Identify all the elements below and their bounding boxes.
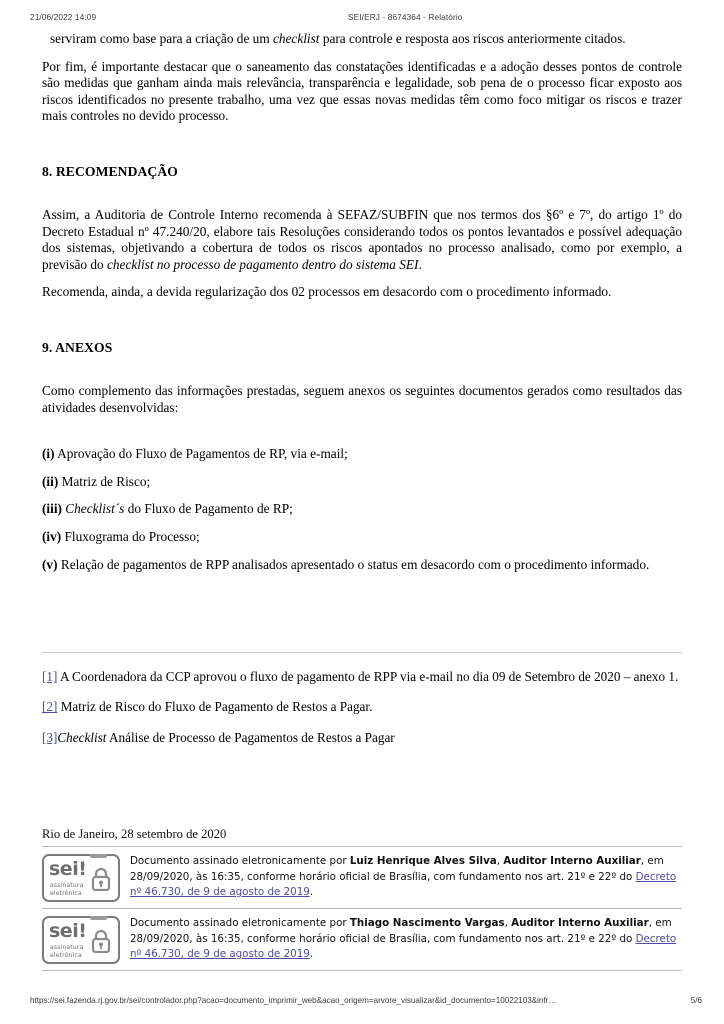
sei-badge-subtitle-line2: eletrônica xyxy=(50,890,82,897)
signature-divider-bottom xyxy=(42,970,682,971)
spacer xyxy=(42,136,682,163)
sig2-middle: , em 28/09/2020, às 16:35, conforme horário oficial de Brasília, com fundamento nos art. 21º e 22º do xyxy=(130,917,672,945)
print-footer-url: https://sei.fazenda.rj.gov.br/sei/controlador.php?acao=documento_imprimir_web&acao_origem=arvore_visualizar&id_documento=10022103&infr… xyxy=(30,996,557,1005)
anexo-text: Fluxograma do Processo; xyxy=(61,528,200,544)
paragraph-final: Por fim, é importante destacar que o saneamento das constatações identificadas e a adoção desses pontos de controle são medidas que ganham ainda mais relevância, transparência e legalidade, sob pena de o processo ficar exposto aos riscos identificados no presente trabalho, uma vez que essas novas medidas têm como foco mitigar os riscos e trazer mais controles no devido processo. xyxy=(42,58,682,124)
recomendacao-p1-part1: Assim, a Auditoria de Controle Interno recomenda à SEFAZ/SUBFIN que nos termos dos §6º e 7º, do artigo 1º do Decreto Estadual nº 47.240/20, elabore tais Resoluções considerando todos os pontos levantados e possível adequação dos sistemas, objetivando a cobertura de todos os riscos apontados no processo analisado, como por exemplo, a previsão do xyxy=(42,206,682,272)
signature-text-1 xyxy=(130,854,682,901)
sei-badge-subtitle xyxy=(50,882,83,898)
sei-signature-badge-icon xyxy=(42,854,120,902)
badge-notch xyxy=(90,916,107,920)
sig1-prefix: Documento assinado eletronicamente por xyxy=(130,855,350,867)
paragraph-continued-head: serviram como base para a criação de um xyxy=(50,31,273,46)
sig2-signer-name: Thiago Nascimento Vargas xyxy=(349,917,505,929)
signature-block-2 xyxy=(42,909,682,970)
paragraph-continued-tail: para controle e resposta aos riscos anteriormente citados. xyxy=(319,31,626,46)
anexo-text: Aprovação do Fluxo de Pagamentos de RP, via e-mail; xyxy=(54,446,348,462)
print-header-datetime: 21/06/2022 14:09 xyxy=(30,12,97,22)
anexo-marker: (iv) xyxy=(42,528,62,544)
sig1-signer-name: Luiz Henrique Alves Silva xyxy=(349,855,497,867)
spacer xyxy=(42,427,682,446)
anexo-text: Matriz de Risco; xyxy=(58,473,151,489)
recomendacao-paragraph-2: Recomenda, ainda, a devida regularização dos 02 processos em desacordo com o procedimento informado. xyxy=(42,284,612,300)
anexo-item-v xyxy=(42,557,682,574)
signature-text-2 xyxy=(130,916,682,963)
sig1-signer-role: Auditor Interno Auxiliar xyxy=(503,855,641,867)
section-title-recomendacao: 8. RECOMENDAÇÃO xyxy=(42,163,178,179)
footnote-1-text: A Coordenadora da CCP aprovou o fluxo de pagamento de RPP via e-mail no dia 09 de Setembro de 2020 – anexo 1. xyxy=(57,669,679,684)
sig2-signer-role: Auditor Interno Auxiliar xyxy=(511,917,649,929)
signature-block-1 xyxy=(42,847,682,908)
signature-area xyxy=(42,826,682,971)
print-footer-page-number: 5/6 xyxy=(690,996,702,1005)
badge-notch xyxy=(90,854,107,858)
spacer xyxy=(42,180,682,207)
section-title-anexos: 9. ANEXOS xyxy=(42,339,113,355)
padlock-icon xyxy=(91,929,111,953)
footnotes-section xyxy=(42,652,682,760)
sig2-suffix: . xyxy=(309,948,314,960)
anexo-marker: (iii) xyxy=(42,501,62,517)
footnote-2-text: Matriz de Risco do Fluxo de Pagamento de Restos a Pagar. xyxy=(57,699,373,715)
sei-signature-badge-icon xyxy=(42,916,120,964)
footnote-2 xyxy=(42,699,682,715)
spacer xyxy=(42,356,682,383)
sig2-prefix: Documento assinado eletronicamente por xyxy=(130,917,350,929)
document-body xyxy=(42,31,682,584)
recomendacao-paragraph-1 xyxy=(42,207,682,273)
print-footer xyxy=(30,996,702,1010)
anexo-text: Relação de pagamentos de RPP analisados apresentado o status em desacordo com o procedimento informado. xyxy=(57,556,650,572)
footnote-3-text: Análise de Processo de Pagamentos de Restos a Pagar xyxy=(106,729,395,745)
sig1-middle: , em 28/09/2020, às 16:35, conforme horário oficial de Brasília, com fundamento nos art. 21º e 22º do xyxy=(130,855,664,883)
sei-wordmark: sei! xyxy=(49,920,87,942)
recomendacao-p1-italic: checklist no processo de pagamento dentro do sistema SEI xyxy=(107,256,419,272)
footnote-1 xyxy=(42,669,682,685)
decreto-link-1[interactable]: Decreto nº 46.730, de 9 de agosto de 2019 xyxy=(130,870,677,898)
sei-wordmark: sei! xyxy=(49,858,87,880)
anexo-italic: Checklist´s xyxy=(61,501,125,517)
footnotes-divider xyxy=(42,652,682,653)
sei-badge-subtitle-line1: assinatura xyxy=(50,944,84,951)
sig1-separator: , xyxy=(496,855,504,867)
anexo-item-iii xyxy=(42,501,682,518)
footnote-3 xyxy=(42,730,682,746)
anexo-text: do Fluxo de Pagamento de RP; xyxy=(124,501,293,517)
paragraph-continued-italic: checklist xyxy=(272,31,320,46)
recomendacao-p1-part2: . xyxy=(418,256,422,272)
decreto-link-2[interactable]: Decreto nº 46.730, de 9 de agosto de 2019 xyxy=(130,932,677,960)
anexo-item-i xyxy=(42,446,682,463)
sig2-separator: , xyxy=(504,917,512,929)
footnote-ref-3[interactable]: [3] xyxy=(42,729,58,745)
footnote-ref-2[interactable]: [2] xyxy=(42,699,58,715)
spacer xyxy=(42,312,682,339)
footnote-ref-1[interactable]: [1] xyxy=(42,669,58,684)
anexos-intro: Como complemento das informações prestadas, seguem anexos os seguintes documentos gerados como resultados das atividades desenvolvidas: xyxy=(42,382,682,415)
footnote-3-italic: Checklist xyxy=(57,729,107,745)
paragraph-continued xyxy=(42,31,682,48)
padlock-icon xyxy=(91,867,111,891)
anexo-marker: (i) xyxy=(42,446,55,462)
sig1-suffix: . xyxy=(309,886,314,898)
place-and-date: Rio de Janeiro, 28 setembro de 2020 xyxy=(42,827,227,841)
sei-badge-subtitle-line2: eletrônica xyxy=(50,952,82,959)
anexo-item-iv xyxy=(42,529,682,546)
anexo-item-ii xyxy=(42,474,682,491)
sei-badge-subtitle-line1: assinatura xyxy=(50,882,84,889)
anexo-marker: (ii) xyxy=(42,473,59,489)
print-header xyxy=(30,12,702,26)
anexo-marker: (v) xyxy=(42,556,58,572)
sei-badge-subtitle xyxy=(50,944,83,960)
print-header-document-ref: SEI/ERJ - 8674364 - Relatório xyxy=(348,12,463,22)
